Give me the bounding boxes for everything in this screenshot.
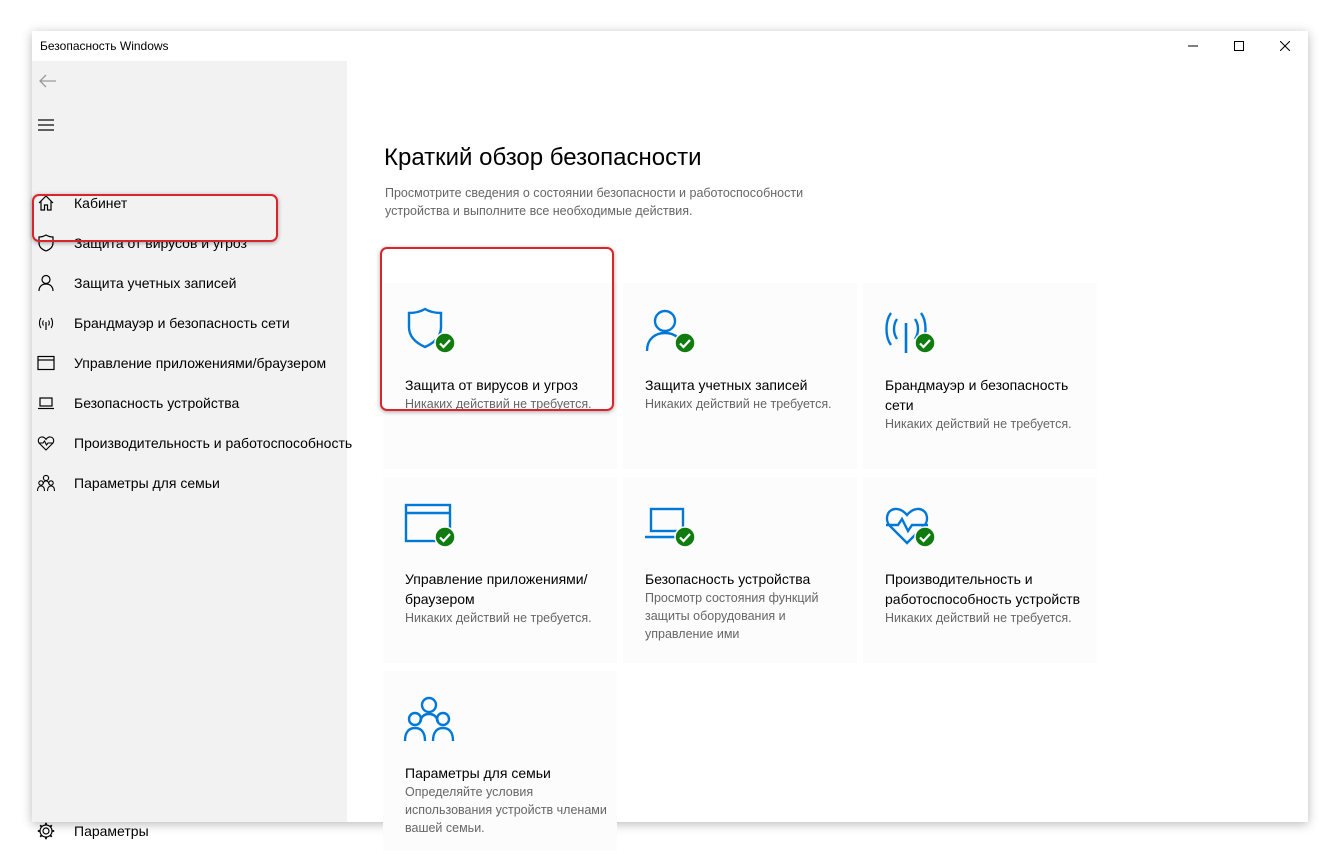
tile-account-protection[interactable] [623,283,857,469]
sidebar-item-virus-protection[interactable] [32,223,347,263]
close-button[interactable] [1262,31,1308,61]
page-description: Просмотрите сведения о состоянии безопасности и работоспособности устройства и выполните все необходимые действия. [385,186,804,218]
shield-icon [36,233,56,253]
sidebar-item-label: Безопасность устройства [74,395,240,411]
tile-subtitle: Никаких действий не требуется. [405,397,592,411]
family-icon [403,693,455,745]
minimize-button[interactable] [1170,31,1216,61]
ok-check-icon [914,332,936,354]
sidebar-item-label: Защита от вирусов и угроз [74,235,247,251]
sidebar-item-app-browser-control[interactable] [32,343,347,383]
ok-check-icon [434,332,456,354]
ok-check-icon [434,526,456,548]
sidebar-item-device-security[interactable] [32,383,347,423]
maximize-button[interactable] [1216,31,1262,61]
sidebar-item-settings[interactable] [32,811,347,851]
tile-virus-protection[interactable] [383,283,617,469]
laptop-icon [36,393,56,413]
tile-subtitle: Никаких действий не требуется. [885,417,1072,431]
tile-family-options[interactable] [383,671,617,851]
sidebar-item-label: Производительность и работоспособность [74,435,353,451]
heart-pulse-icon [36,433,56,453]
tile-title: Защита учетных записей [645,377,808,393]
tile-subtitle: Никаких действий не требуется. [885,611,1072,625]
gear-icon [36,821,56,841]
tile-subtitle: Просмотр состояния функций защиты оборудования и управление ими [645,591,819,641]
sidebar-item-home[interactable] [32,183,347,223]
tile-firewall[interactable] [863,283,1097,469]
family-icon [36,473,56,493]
sidebar-item-label: Брандмауэр и безопасность сети [74,315,290,331]
wifi-antenna-icon [36,313,56,333]
person-icon [36,273,56,293]
tile-app-browser-control[interactable] [383,477,617,663]
tile-title: Брандмауэр и безопасность сети [885,377,1069,413]
home-icon [36,193,56,213]
hamburger-icon [38,119,54,131]
tile-title: Защита от вирусов и угроз [405,377,578,393]
sidebar-item-label: Управление приложениями/браузером [74,355,327,371]
back-arrow-icon [39,74,57,88]
page-title: Краткий обзор безопасности [384,144,702,171]
sidebar-item-account-protection[interactable] [32,263,347,303]
sidebar-item-label: Параметры для семьи [74,475,220,491]
sidebar-item-label: Защита учетных записей [74,275,237,291]
tile-title: Параметры для семьи [405,765,551,781]
tile-device-security[interactable] [623,477,857,663]
ok-check-icon [914,526,936,548]
ok-check-icon [674,332,696,354]
sidebar-item-label: Кабинет [74,195,128,211]
back-button[interactable] [34,67,62,95]
ok-check-icon [674,526,696,548]
tile-title: Производительность и работоспособность устройств [885,571,1081,607]
sidebar-item-device-health[interactable] [32,423,353,463]
browser-window-icon [36,353,56,373]
tile-subtitle: Определяйте условия использования устройств членами вашей семьи. [405,785,607,835]
sidebar [32,61,353,839]
sidebar-item-family-options[interactable] [32,463,347,503]
maximize-icon [1234,41,1244,51]
menu-button[interactable] [32,111,60,139]
title-bar [32,31,1308,61]
tile-title: Безопасность устройства [645,571,811,587]
main-content [347,61,1308,835]
tile-subtitle: Никаких действий не требуется. [645,397,832,411]
minimize-icon [1188,41,1198,51]
app-window [32,31,1308,839]
sidebar-item-firewall[interactable] [32,303,347,343]
tile-subtitle: Никаких действий не требуется. [405,611,592,625]
tile-device-health[interactable] [863,477,1097,663]
tile-title: Управление приложениями/браузером [405,571,588,607]
close-icon [1280,41,1290,51]
window-title: Безопасность Windows [40,39,169,53]
sidebar-item-label: Параметры [74,823,149,839]
